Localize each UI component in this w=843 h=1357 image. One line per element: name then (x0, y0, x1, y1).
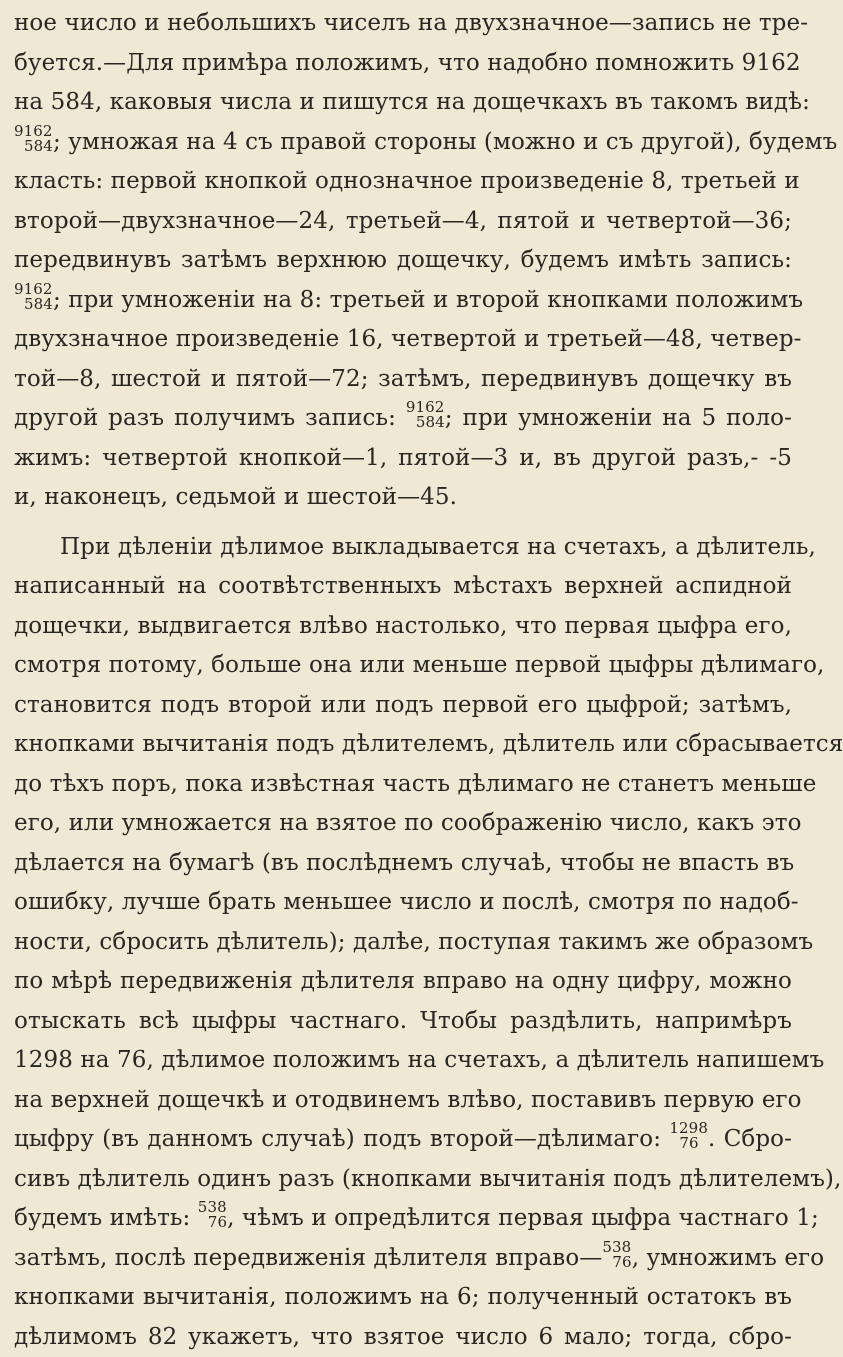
text-segment: двухзначное произведеніе 16, четвертой и третьей—48, четвер- (14, 326, 802, 352)
text-line (14, 1041, 792, 1081)
text-segment: и, наконецъ, седьмой и шестой—45. (14, 484, 457, 510)
text-line (14, 1239, 792, 1279)
text-line (14, 123, 792, 163)
text-line (14, 202, 792, 242)
text-segment: сивъ дѣлитель одинъ разъ (кнопками вычитанія подъ дѣлителемъ), (14, 1166, 841, 1192)
text-line (14, 1002, 792, 1042)
text-line (14, 607, 792, 647)
text-line (14, 923, 792, 963)
fraction-denominator: 584 (406, 415, 445, 430)
text-segment: , умножимъ его (632, 1245, 824, 1271)
text-segment: дѣлимомъ 82 укажетъ, что взятое число 6 мало; тогда, сбро- (14, 1324, 792, 1350)
text-line (14, 1199, 792, 1239)
fraction-numerator: 538 (602, 1240, 631, 1255)
paragraph-gap (14, 518, 792, 528)
text-segment: цыфру (въ данномъ случаѣ) подъ второй—дѣлимаго: (14, 1126, 669, 1152)
text-segment: дѣлается на бумагѣ (въ послѣднемъ случаѣ, чтобы не впасть въ (14, 850, 794, 876)
fraction-denominator: 584 (14, 139, 53, 154)
text-segment: ; умножая на 4 съ правой стороны (можно и съ другой), будемъ (53, 129, 837, 155)
text-segment: ное число и небольшихъ чиселъ на двухзначное—запись не тре- (14, 10, 808, 36)
text-line (14, 83, 792, 123)
text-segment: дощечки, выдвигается влѣво настолько, что первая цыфра его, (14, 613, 792, 639)
text-segment: При дѣленіи дѣлимое выкладывается на счетахъ, а дѣлитель, (60, 534, 816, 560)
fraction-denominator: 76 (669, 1136, 708, 1151)
fraction-numerator: 538 (198, 1200, 227, 1215)
text-segment: класть: первой кнопкой однозначное произведеніе 8, третьей и (14, 168, 800, 194)
text-line (14, 883, 792, 923)
text-line (14, 686, 792, 726)
text-segment: ошибку, лучше брать меньшее число и послѣ, смотря по надоб- (14, 889, 799, 915)
text-line (14, 1120, 792, 1160)
text-segment: его, или умножается на взятое по соображенію число, какъ это (14, 810, 802, 836)
fraction-inline (198, 1200, 227, 1230)
text-segment: написанный на соотвѣтственныхъ мѣстахъ верхней аспидной (14, 573, 792, 599)
fraction-denominator: 584 (14, 297, 53, 312)
text-segment: будемъ имѣть: (14, 1205, 198, 1231)
text-segment: передвинувъ затѣмъ верхнюю дощечку, будемъ имѣть запись: (14, 247, 792, 273)
fraction-inline (602, 1240, 631, 1270)
text-segment: на верхней дощечкѣ и отодвинемъ влѣво, поставивъ первую его (14, 1087, 802, 1113)
text-line (14, 360, 792, 400)
text-line (14, 1318, 792, 1357)
text-segment: жимъ: четвертой кнопкой—1, пятой—3 и, въ другой разъ,- -5 (14, 445, 792, 471)
text-line (14, 44, 792, 84)
text-line (14, 241, 792, 281)
text-line (14, 162, 792, 202)
fraction-numerator: 9162 (14, 282, 53, 297)
text-segment: той—8, шестой и пятой—72; затѣмъ, передвинувъ дощечку въ (14, 366, 792, 392)
text-segment: . Сбро- (708, 1126, 792, 1152)
text-line (14, 1081, 792, 1121)
text-segment: до тѣхъ поръ, пока извѣстная часть дѣлимаго не станетъ меньше (14, 771, 817, 797)
text-segment: ; при умноженіи на 5 поло- (445, 405, 792, 431)
fraction-start (14, 124, 53, 154)
fraction-start (14, 282, 53, 312)
text-line (14, 4, 792, 44)
fraction-inline (406, 400, 445, 430)
text-line (14, 1160, 792, 1200)
text-segment: кнопками вычитанія подъ дѣлителемъ, дѣлитель или сбрасывается (14, 731, 843, 757)
fraction-numerator: 1298 (669, 1121, 708, 1136)
text-line (14, 765, 792, 805)
text-line (14, 478, 792, 518)
text-line (14, 399, 792, 439)
text-segment: , чѣмъ и опредѣлится первая цыфра частнаго 1; (227, 1205, 819, 1231)
fraction-numerator: 9162 (14, 124, 53, 139)
text-segment: по мѣрѣ передвиженія дѣлителя вправо на одну цифру, можно (14, 968, 792, 994)
text-line (14, 320, 792, 360)
text-segment: 1298 на 76, дѣлимое положимъ на счетахъ, а дѣлитель напишемъ (14, 1047, 824, 1073)
fraction-denominator: 76 (198, 1215, 227, 1230)
text-line (14, 804, 792, 844)
text-line (14, 725, 792, 765)
text-segment: ности, сбросить дѣлитель); далѣе, поступая такимъ же образомъ (14, 929, 813, 955)
text-segment: второй—двухзначное—24, третьей—4, пятой и четвертой—36; (14, 208, 792, 234)
text-segment: смотря потому, больше она или меньше первой цыфры дѣлимаго, (14, 652, 824, 678)
text-line (14, 528, 792, 568)
fraction-denominator: 76 (602, 1255, 631, 1270)
text-segment: ; при умноженіи на 8: третьей и второй кнопками положимъ (53, 287, 803, 313)
text-segment: на 584, каковыя числа и пишутся на дощечкахъ въ такомъ видѣ: (14, 89, 810, 115)
text-line (14, 567, 792, 607)
fraction-numerator: 9162 (406, 400, 445, 415)
text-segment: становится подъ второй или подъ первой его цыфрой; затѣмъ, (14, 692, 792, 718)
text-segment: кнопками вычитанія, положимъ на 6; полученный остатокъ въ (14, 1284, 792, 1310)
text-segment: затѣмъ, послѣ передвиженія дѣлителя вправо— (14, 1245, 602, 1271)
text-segment: отыскать всѣ цыфры частнаго. Чтобы раздѣлить, напримѣръ (14, 1008, 792, 1034)
text-segment: буется.—Для примѣра положимъ, что надобно помножить 9162 (14, 50, 801, 76)
fraction-inline (669, 1121, 708, 1151)
text-line (14, 962, 792, 1002)
text-line (14, 281, 792, 321)
text-line (14, 844, 792, 884)
text-segment: другой разъ получимъ запись: (14, 405, 406, 431)
text-line (14, 1278, 792, 1318)
text-line (14, 646, 792, 686)
text-line (14, 439, 792, 479)
